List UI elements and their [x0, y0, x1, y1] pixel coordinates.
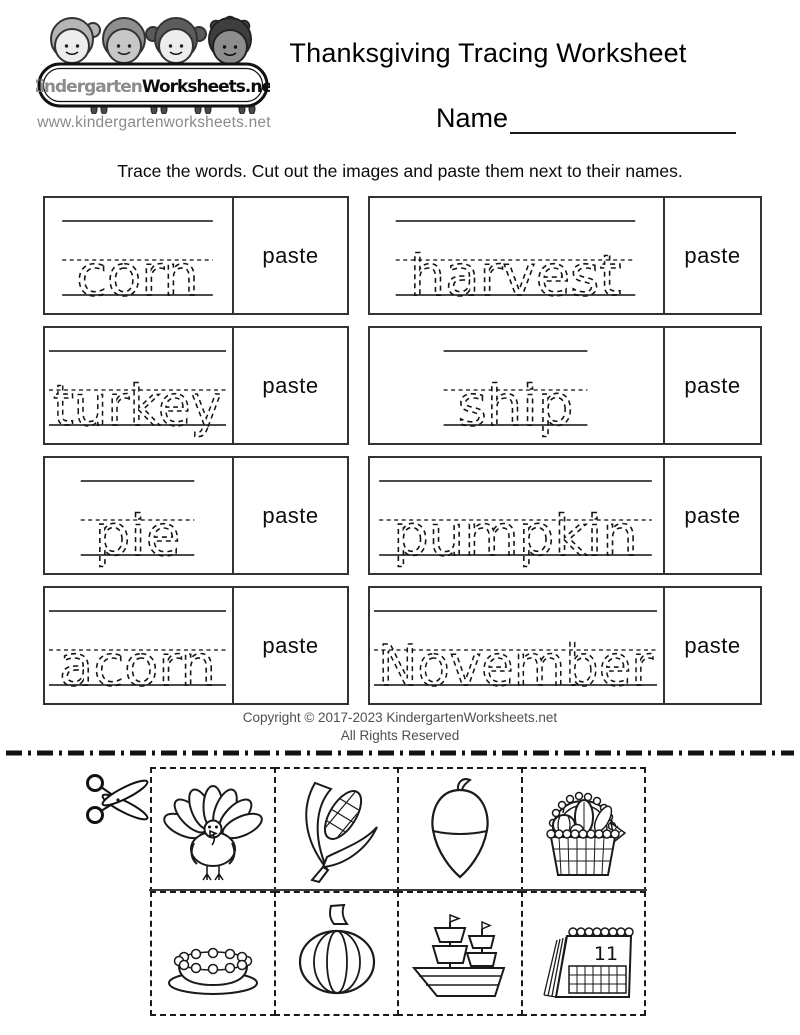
- paste-label: paste: [262, 632, 319, 658]
- trace-word-area: [45, 588, 234, 703]
- name-row: [436, 100, 736, 134]
- acorn-image: [405, 773, 515, 887]
- trace-grid: [43, 196, 762, 705]
- kid-4-icon: [209, 17, 251, 65]
- cutout-cell-acorn: [397, 767, 523, 893]
- paste-label: paste: [684, 632, 741, 658]
- spiral-binding: [569, 928, 633, 936]
- trace-box-ship: [368, 326, 762, 445]
- calendar-month-number: 11: [594, 943, 619, 966]
- copyright-block: [0, 709, 800, 745]
- calendar-image: [527, 896, 639, 1010]
- trace-word: November: [378, 634, 654, 699]
- instruction-text: Trace the words. Cut out the images and paste them next to their names.: [117, 161, 683, 181]
- trace-box-pumpkin: [368, 456, 762, 575]
- paste-cell: [665, 328, 760, 443]
- logo-kids-illustration: [36, 8, 270, 114]
- trace-box-corn: [43, 196, 349, 315]
- site-logo: [36, 8, 270, 119]
- trace-box-acorn: [43, 586, 349, 705]
- kid-2-icon: [103, 18, 145, 63]
- paste-cell: [234, 458, 347, 573]
- trace-word: acorn: [59, 634, 216, 699]
- paste-label: paste: [262, 242, 319, 268]
- trace-box-november: [368, 586, 762, 705]
- trace-word: harvest: [409, 244, 622, 309]
- paste-cell: [665, 198, 760, 313]
- trace-word-area: [370, 328, 665, 443]
- cutout-cell-pie: [150, 891, 276, 1017]
- corn-image: [281, 773, 391, 887]
- paste-cell: [234, 588, 347, 703]
- cutout-cell-basket: [521, 767, 647, 893]
- pie-image: [157, 896, 269, 1010]
- trace-word: ship: [457, 374, 574, 439]
- trace-word-area: [45, 458, 234, 573]
- paste-label: paste: [262, 502, 319, 528]
- grid-middle-line: [149, 889, 647, 891]
- page-title: Thanksgiving Tracing Worksheet: [289, 38, 687, 68]
- cutout-cell-calendar: [521, 891, 647, 1017]
- paste-cell: [234, 328, 347, 443]
- logo-banner: [36, 64, 270, 106]
- trace-word-area: [45, 198, 234, 313]
- trace-word: pumpkin: [393, 504, 638, 569]
- site-url: www.kindergartenworksheets.net: [37, 114, 271, 131]
- cutout-cell-ship: [397, 891, 523, 1017]
- cutout-cell-corn: [274, 767, 400, 893]
- paste-cell: [665, 588, 760, 703]
- trace-word-area: [370, 458, 665, 573]
- name-label: Name: [436, 103, 509, 133]
- trace-word: corn: [76, 244, 199, 309]
- copyright-line: Copyright © 2017-2023 KindergartenWorksheets.net: [242, 710, 558, 725]
- paste-label: paste: [262, 372, 319, 398]
- cut-line: [6, 748, 794, 758]
- cutout-cell-pumpkin: [274, 891, 400, 1017]
- trace-box-pie: [43, 456, 349, 575]
- paste-label: paste: [684, 502, 741, 528]
- kid-3-icon: [146, 18, 206, 63]
- logo-brand-text: KindergartenWorksheets.net: [36, 77, 270, 97]
- trace-word: pie: [94, 504, 181, 569]
- trace-box-turkey: [43, 326, 349, 445]
- trace-word-area: [370, 588, 665, 703]
- trace-word: turkey: [53, 374, 222, 439]
- basket-image: [527, 773, 639, 887]
- paste-cell: [234, 198, 347, 313]
- cutout-cell-turkey: [150, 767, 276, 893]
- kid-1-icon: [51, 18, 100, 63]
- ship-image: [404, 896, 516, 1010]
- paste-label: paste: [684, 372, 741, 398]
- turkey-image: [158, 773, 268, 887]
- cutout-grid: [151, 768, 645, 1015]
- trace-word-area: [45, 328, 234, 443]
- paste-cell: [665, 458, 760, 573]
- rights-line: All Rights Reserved: [340, 727, 460, 743]
- trace-word-area: [370, 198, 665, 313]
- trace-box-harvest: [368, 196, 762, 315]
- paste-label: paste: [684, 242, 741, 268]
- name-blank-line: [510, 100, 736, 134]
- pumpkin-image: [280, 896, 392, 1010]
- scissors-icon: [84, 770, 158, 830]
